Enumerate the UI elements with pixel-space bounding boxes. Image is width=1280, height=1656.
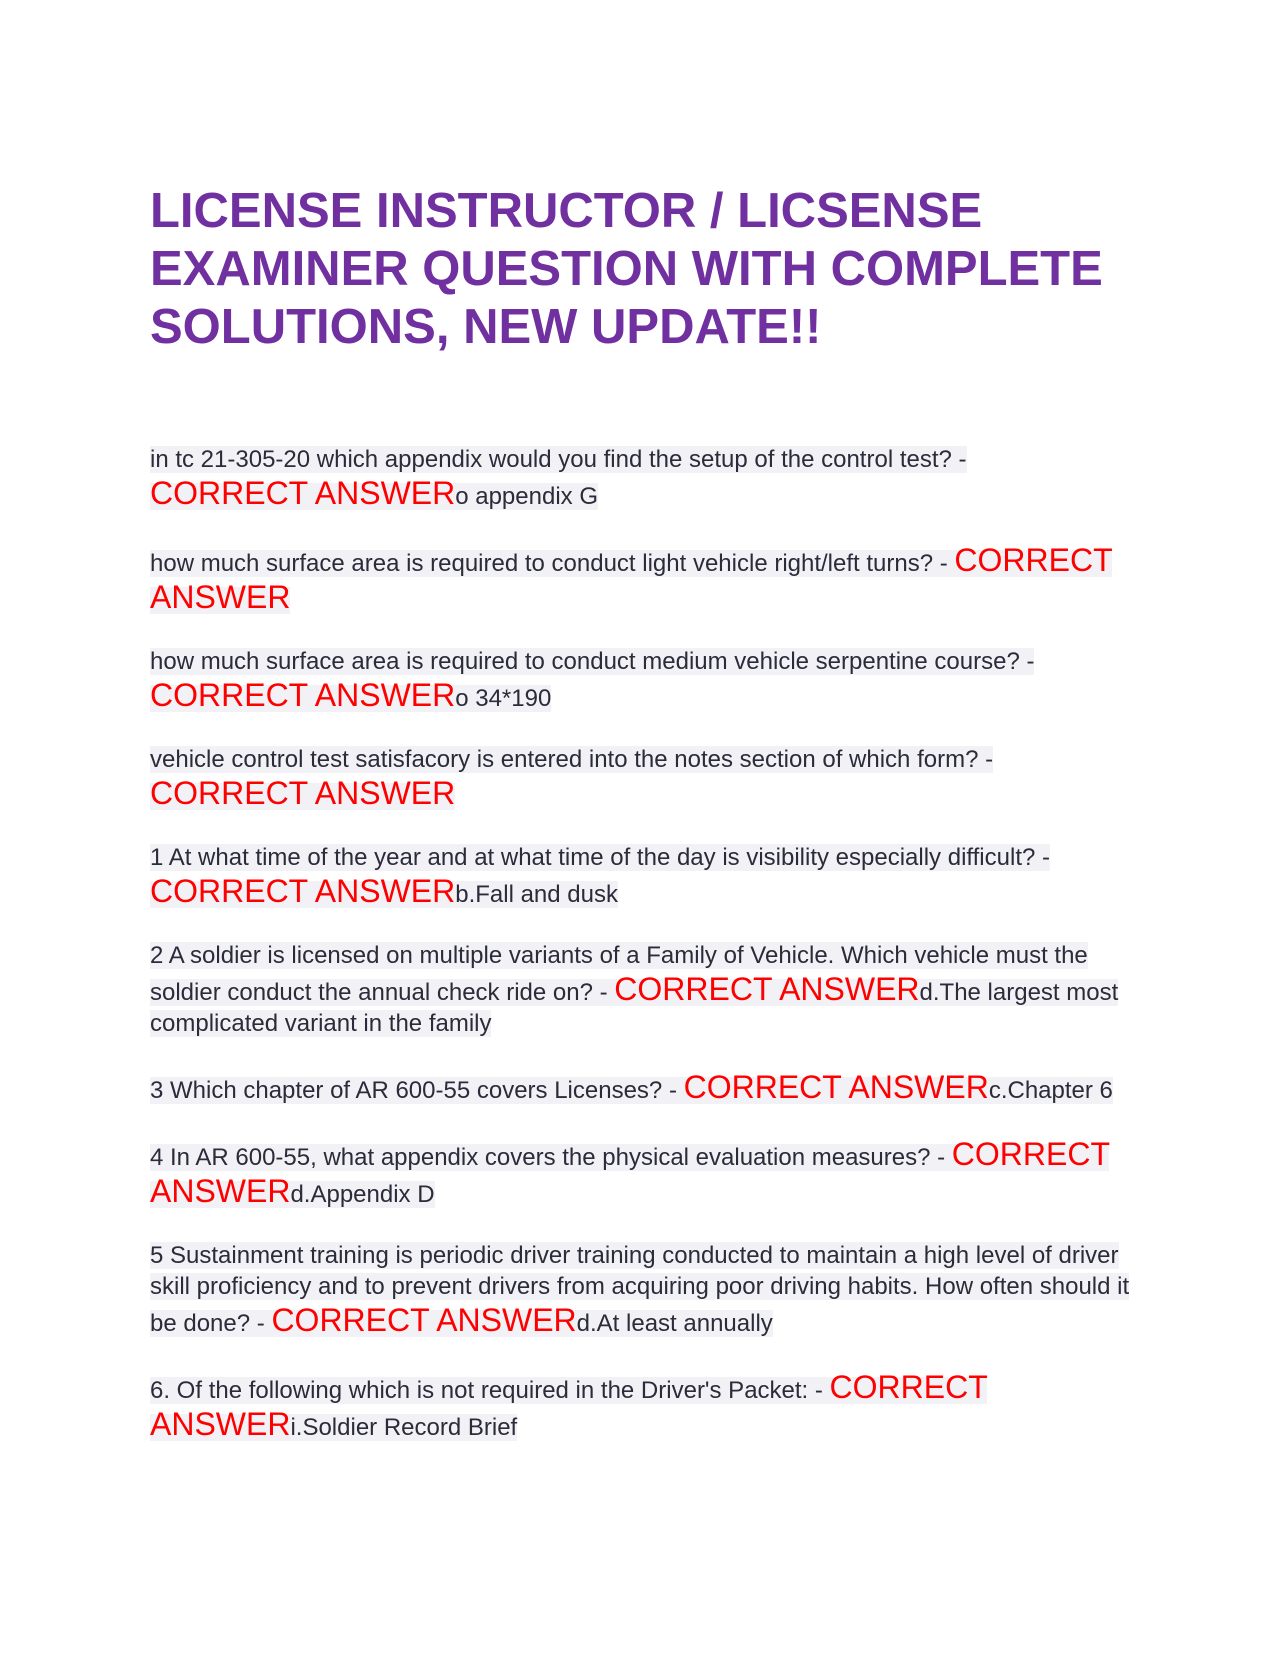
document-title: LICENSE INSTRUCTOR / LICSENSE EXAMINER QUESTION WITH COMPLETE SOLUTIONS, NEW UPDATE!!: [150, 184, 1103, 354]
correct-answer-label: CORRECT ANSWER: [150, 542, 1113, 615]
correct-answer-label: CORRECT ANSWER: [150, 775, 456, 811]
correct-answer-label: CORRECT ANSWER: [150, 677, 456, 713]
question-text: 2 A soldier is licensed on multiple variants of a Family of Vehicle. Which vehicle must the soldier conduct the annual check ride on? -: [150, 942, 1088, 1006]
question-text: 1 At what time of the year and at what time of the day is visibility especially difficult? -: [150, 844, 1050, 871]
answer-text: c.Chapter 6: [988, 1077, 1113, 1104]
correct-answer-label: CORRECT ANSWER: [614, 971, 920, 1007]
qa-item-9: [150, 1240, 1130, 1339]
qa-item-7: [150, 1069, 1130, 1106]
qa-item-4: [150, 744, 1130, 812]
qa-item-3: [150, 646, 1130, 714]
qa-item-1: [150, 444, 1130, 512]
qa-list: [150, 444, 1130, 1443]
correct-answer-label: CORRECT ANSWER: [150, 873, 456, 909]
answer-text: d.At least annually: [576, 1310, 773, 1337]
correct-answer-label: CORRECT ANSWER: [150, 1136, 1110, 1209]
answer-text: d.The largest most complicated variant in the family: [150, 979, 1119, 1037]
qa-item-8: [150, 1136, 1130, 1210]
answer-text: o 34*190: [455, 685, 552, 712]
correct-answer-label: CORRECT ANSWER: [150, 1369, 988, 1442]
question-text: in tc 21-305-20 which appendix would you find the setup of the control test? -: [150, 446, 967, 473]
answer-text: o appendix G: [455, 483, 598, 510]
answer-text: d.Appendix D: [290, 1181, 435, 1208]
question-text: 4 In AR 600-55, what appendix covers the physical evaluation measures? -: [150, 1144, 952, 1171]
qa-item-5: [150, 842, 1130, 910]
correct-answer-label: CORRECT ANSWER: [683, 1069, 989, 1105]
question-text: 3 Which chapter of AR 600-55 covers Licenses? -: [150, 1077, 684, 1104]
qa-item-10: [150, 1369, 1130, 1443]
answer-text: i.Soldier Record Brief: [290, 1414, 518, 1441]
question-text: how much surface area is required to conduct light vehicle right/left turns? -: [150, 550, 955, 577]
document-page: [150, 182, 1130, 1473]
question-text: vehicle control test satisfacory is entered into the notes section of which form? -: [150, 746, 994, 773]
qa-item-6: [150, 940, 1130, 1039]
correct-answer-label: CORRECT ANSWER: [271, 1302, 577, 1338]
question-text: 6. Of the following which is not required in the Driver's Packet: -: [150, 1377, 830, 1404]
question-text: how much surface area is required to conduct medium vehicle serpentine course? -: [150, 648, 1035, 675]
question-text: 5 Sustainment training is periodic driver training conducted to maintain a high level of driver skill proficiency and to prevent drivers from acquiring poor driving habits. How often should it be done? -: [150, 1242, 1130, 1337]
qa-item-2: [150, 542, 1130, 616]
correct-answer-label: CORRECT ANSWER: [150, 475, 456, 511]
answer-text: b.Fall and dusk: [455, 881, 618, 908]
